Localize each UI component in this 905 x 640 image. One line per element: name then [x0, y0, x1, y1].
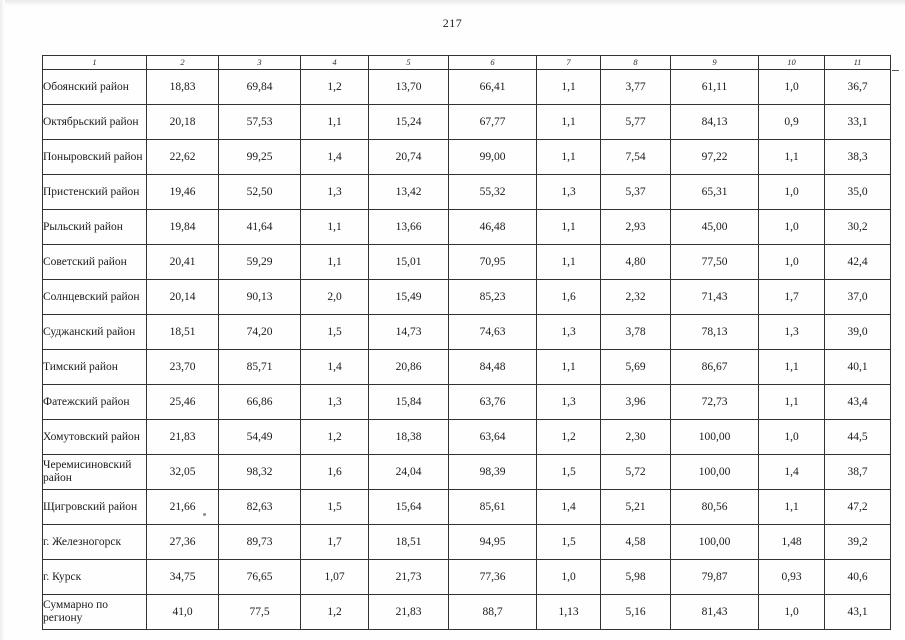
column-header-11: 11 — [825, 56, 891, 70]
table-cell: 1,13 — [537, 595, 601, 630]
table-cell: 84,48 — [449, 350, 537, 385]
table-cell: 1,3 — [301, 175, 369, 210]
scan-edge-top — [0, 0, 905, 6]
table-cell: 76,65 — [219, 560, 301, 595]
table-cell: 1,3 — [537, 385, 601, 420]
row-label: Тимский район — [43, 350, 147, 385]
table-cell: 34,75 — [147, 560, 219, 595]
table-cell: 81,43 — [671, 595, 759, 630]
table-cell: 1,1 — [759, 490, 825, 525]
table-cell: 46,48 — [449, 210, 537, 245]
table-cell: 1,48 — [759, 525, 825, 560]
table-cell: 1,0 — [759, 595, 825, 630]
table-cell: 1,0 — [537, 560, 601, 595]
table-cell: 1,1 — [537, 105, 601, 140]
table-cell: 1,07 — [301, 560, 369, 595]
table-row — [43, 210, 891, 245]
table-cell: 41,0 — [147, 595, 219, 630]
table-cell: 85,71 — [219, 350, 301, 385]
table-cell: 20,14 — [147, 280, 219, 315]
table-cell: 1,1 — [537, 350, 601, 385]
table-cell: 43,1 — [825, 595, 891, 630]
row-label: Советский район — [43, 245, 147, 280]
table-cell: 14,73 — [369, 315, 449, 350]
table-cell: 90,13 — [219, 280, 301, 315]
row-label: Рыльский район — [43, 210, 147, 245]
table-cell: 1,5 — [537, 455, 601, 490]
table-cell: 65,31 — [671, 175, 759, 210]
table-cell: 15,64 — [369, 490, 449, 525]
row-label: Поныровский район — [43, 140, 147, 175]
table-cell: 21,83 — [369, 595, 449, 630]
table-cell: 13,70 — [369, 70, 449, 105]
table-cell: 98,39 — [449, 455, 537, 490]
table-cell: 37,0 — [825, 280, 891, 315]
table-cell: 21,73 — [369, 560, 449, 595]
table-cell: 1,3 — [759, 315, 825, 350]
scan-edge-left — [0, 0, 5, 640]
table-cell: 18,51 — [147, 315, 219, 350]
table-cell: 40,1 — [825, 350, 891, 385]
column-header-7: 7 — [537, 56, 601, 70]
margin-mark — [892, 70, 899, 71]
table-cell: 2,30 — [601, 420, 671, 455]
column-header-6: 6 — [449, 56, 537, 70]
table-cell: 22,62 — [147, 140, 219, 175]
column-header-2: 2 — [147, 56, 219, 70]
table-cell: 4,58 — [601, 525, 671, 560]
table-cell: 3,96 — [601, 385, 671, 420]
table-cell: 44,5 — [825, 420, 891, 455]
table-cell: 5,72 — [601, 455, 671, 490]
table-cell: 0,9 — [759, 105, 825, 140]
table-cell: 42,4 — [825, 245, 891, 280]
table-row — [43, 595, 891, 630]
table-cell: 72,73 — [671, 385, 759, 420]
table-cell: 13,42 — [369, 175, 449, 210]
table-cell: 74,20 — [219, 315, 301, 350]
table-cell: 39,2 — [825, 525, 891, 560]
table-cell: 39,0 — [825, 315, 891, 350]
table-cell: 25,46 — [147, 385, 219, 420]
table-cell: 100,00 — [671, 420, 759, 455]
table-cell: 1,4 — [759, 455, 825, 490]
table-cell: 1,3 — [537, 315, 601, 350]
table-cell: 45,00 — [671, 210, 759, 245]
table-row — [43, 385, 891, 420]
table-cell: 1,1 — [537, 245, 601, 280]
table-cell: 1,7 — [759, 280, 825, 315]
row-label: Щигровский район — [43, 490, 147, 525]
table-cell: 18,38 — [369, 420, 449, 455]
table-row — [43, 350, 891, 385]
table-cell: 1,2 — [301, 70, 369, 105]
table-cell: 1,3 — [537, 175, 601, 210]
row-label: Суджанский район — [43, 315, 147, 350]
column-header-10: 10 — [759, 56, 825, 70]
table-cell: 43,4 — [825, 385, 891, 420]
table-cell: 1,0 — [759, 245, 825, 280]
column-header-9: 9 — [671, 56, 759, 70]
table-header-row — [43, 56, 891, 70]
table-cell: 20,41 — [147, 245, 219, 280]
table-cell: 80,56 — [671, 490, 759, 525]
row-label: Фатежский район — [43, 385, 147, 420]
table-cell: 82,63 — [219, 490, 301, 525]
table-cell: 13,66 — [369, 210, 449, 245]
table-cell: 1,1 — [301, 245, 369, 280]
data-table — [42, 55, 891, 630]
table-cell: 20,74 — [369, 140, 449, 175]
table-cell: 54,49 — [219, 420, 301, 455]
row-label: Черемисиновский район — [43, 455, 147, 490]
table-cell: 5,21 — [601, 490, 671, 525]
table-cell: 1,1 — [759, 140, 825, 175]
table-cell: 33,1 — [825, 105, 891, 140]
table-cell: 4,80 — [601, 245, 671, 280]
table-row — [43, 455, 891, 490]
table-cell: 27,36 — [147, 525, 219, 560]
table-cell: 55,32 — [449, 175, 537, 210]
table-cell: 1,4 — [301, 140, 369, 175]
table-cell: 3,78 — [601, 315, 671, 350]
table-cell: 1,6 — [537, 280, 601, 315]
table-cell: 1,4 — [537, 490, 601, 525]
table-cell: 89,73 — [219, 525, 301, 560]
table-cell: 71,43 — [671, 280, 759, 315]
table-cell: 38,7 — [825, 455, 891, 490]
table-cell: 15,84 — [369, 385, 449, 420]
table-cell: 40,6 — [825, 560, 891, 595]
table-cell: 30,2 — [825, 210, 891, 245]
table-cell: 98,32 — [219, 455, 301, 490]
row-label: Хомутовский район — [43, 420, 147, 455]
table-cell: 41,64 — [219, 210, 301, 245]
table-cell: 3,77 — [601, 70, 671, 105]
table-cell: 99,00 — [449, 140, 537, 175]
column-header-5: 5 — [369, 56, 449, 70]
table-cell: 1,1 — [301, 105, 369, 140]
table-cell: 20,18 — [147, 105, 219, 140]
table-cell: 15,01 — [369, 245, 449, 280]
table-cell: 100,00 — [671, 455, 759, 490]
table-cell: 38,3 — [825, 140, 891, 175]
table-row — [43, 245, 891, 280]
table-cell: 84,13 — [671, 105, 759, 140]
row-label: Октябрьский район — [43, 105, 147, 140]
table-cell: 57,53 — [219, 105, 301, 140]
table-cell: 1,1 — [537, 210, 601, 245]
table-cell: 66,86 — [219, 385, 301, 420]
table-cell: 1,2 — [301, 420, 369, 455]
table-cell: 5,37 — [601, 175, 671, 210]
table-cell: 18,83 — [147, 70, 219, 105]
table-cell: 63,64 — [449, 420, 537, 455]
table-cell: 88,7 — [449, 595, 537, 630]
table-cell: 1,0 — [759, 420, 825, 455]
table-row — [43, 490, 891, 525]
table-row — [43, 140, 891, 175]
row-label: Обоянский район — [43, 70, 147, 105]
table-cell: 67,77 — [449, 105, 537, 140]
table-cell: 97,22 — [671, 140, 759, 175]
table-cell: 2,0 — [301, 280, 369, 315]
table-cell: 21,83 — [147, 420, 219, 455]
table-cell: 1,5 — [537, 525, 601, 560]
table-cell: 99,25 — [219, 140, 301, 175]
table-row — [43, 525, 891, 560]
table-cell: 35,0 — [825, 175, 891, 210]
table-row — [43, 175, 891, 210]
table-cell: 36,7 — [825, 70, 891, 105]
table-cell: 47,2 — [825, 490, 891, 525]
table-cell: 1,1 — [759, 385, 825, 420]
table-cell: 1,5 — [301, 490, 369, 525]
table-cell: 1,7 — [301, 525, 369, 560]
table-row — [43, 420, 891, 455]
table-cell: 1,1 — [301, 210, 369, 245]
table-cell: 32,05 — [147, 455, 219, 490]
table-cell: 66,41 — [449, 70, 537, 105]
table-cell: 77,36 — [449, 560, 537, 595]
table-cell: 21,66 — [147, 490, 219, 525]
table-cell: 7,54 — [601, 140, 671, 175]
table-cell: 1,0 — [759, 175, 825, 210]
table-cell: 24,04 — [369, 455, 449, 490]
column-header-3: 3 — [219, 56, 301, 70]
page-number: 217 — [442, 16, 463, 30]
table-cell: 61,11 — [671, 70, 759, 105]
table-cell: 5,69 — [601, 350, 671, 385]
row-label: Пристенский район — [43, 175, 147, 210]
table-cell: 1,2 — [537, 420, 601, 455]
table-row — [43, 560, 891, 595]
table-cell: 1,6 — [301, 455, 369, 490]
table-cell: 2,32 — [601, 280, 671, 315]
table-cell: 1,1 — [759, 350, 825, 385]
table-cell: 2,93 — [601, 210, 671, 245]
table-row — [43, 70, 891, 105]
table-cell: 23,70 — [147, 350, 219, 385]
table-cell: 85,23 — [449, 280, 537, 315]
row-label: Солнцевский район — [43, 280, 147, 315]
table-cell: 1,1 — [537, 70, 601, 105]
table-cell: 15,24 — [369, 105, 449, 140]
row-label: г. Железногорск — [43, 525, 147, 560]
table-cell: 1,0 — [759, 70, 825, 105]
table-cell: 18,51 — [369, 525, 449, 560]
table-cell: 19,84 — [147, 210, 219, 245]
table-cell: 86,67 — [671, 350, 759, 385]
table-cell: 15,49 — [369, 280, 449, 315]
column-header-1: 1 — [43, 56, 147, 70]
table-cell: 1,4 — [301, 350, 369, 385]
table-cell: 69,84 — [219, 70, 301, 105]
table-row — [43, 280, 891, 315]
table-body — [43, 70, 891, 630]
table-cell: 5,16 — [601, 595, 671, 630]
data-table-container — [42, 55, 868, 630]
table-row — [43, 105, 891, 140]
table-cell: 1,5 — [301, 315, 369, 350]
table-cell: 1,0 — [759, 210, 825, 245]
table-cell: 20,86 — [369, 350, 449, 385]
table-cell: 63,76 — [449, 385, 537, 420]
table-cell: 1,1 — [537, 140, 601, 175]
table-cell: 100,00 — [671, 525, 759, 560]
row-label: г. Курск — [43, 560, 147, 595]
table-cell: 85,61 — [449, 490, 537, 525]
table-cell: 79,87 — [671, 560, 759, 595]
table-cell: 1,2 — [301, 595, 369, 630]
table-cell: 1,3 — [301, 385, 369, 420]
table-cell: 5,98 — [601, 560, 671, 595]
table-header — [43, 56, 891, 70]
table-cell: 77,50 — [671, 245, 759, 280]
table-cell: 5,77 — [601, 105, 671, 140]
column-header-8: 8 — [601, 56, 671, 70]
table-cell: 74,63 — [449, 315, 537, 350]
table-cell: 94,95 — [449, 525, 537, 560]
table-cell: 19,46 — [147, 175, 219, 210]
row-label: Суммарно по региону — [43, 595, 147, 630]
column-header-4: 4 — [301, 56, 369, 70]
table-row — [43, 315, 891, 350]
table-cell: 0,93 — [759, 560, 825, 595]
table-cell: 52,50 — [219, 175, 301, 210]
table-cell: 78,13 — [671, 315, 759, 350]
table-cell: 77,5 — [219, 595, 301, 630]
table-cell: 59,29 — [219, 245, 301, 280]
table-cell: 70,95 — [449, 245, 537, 280]
